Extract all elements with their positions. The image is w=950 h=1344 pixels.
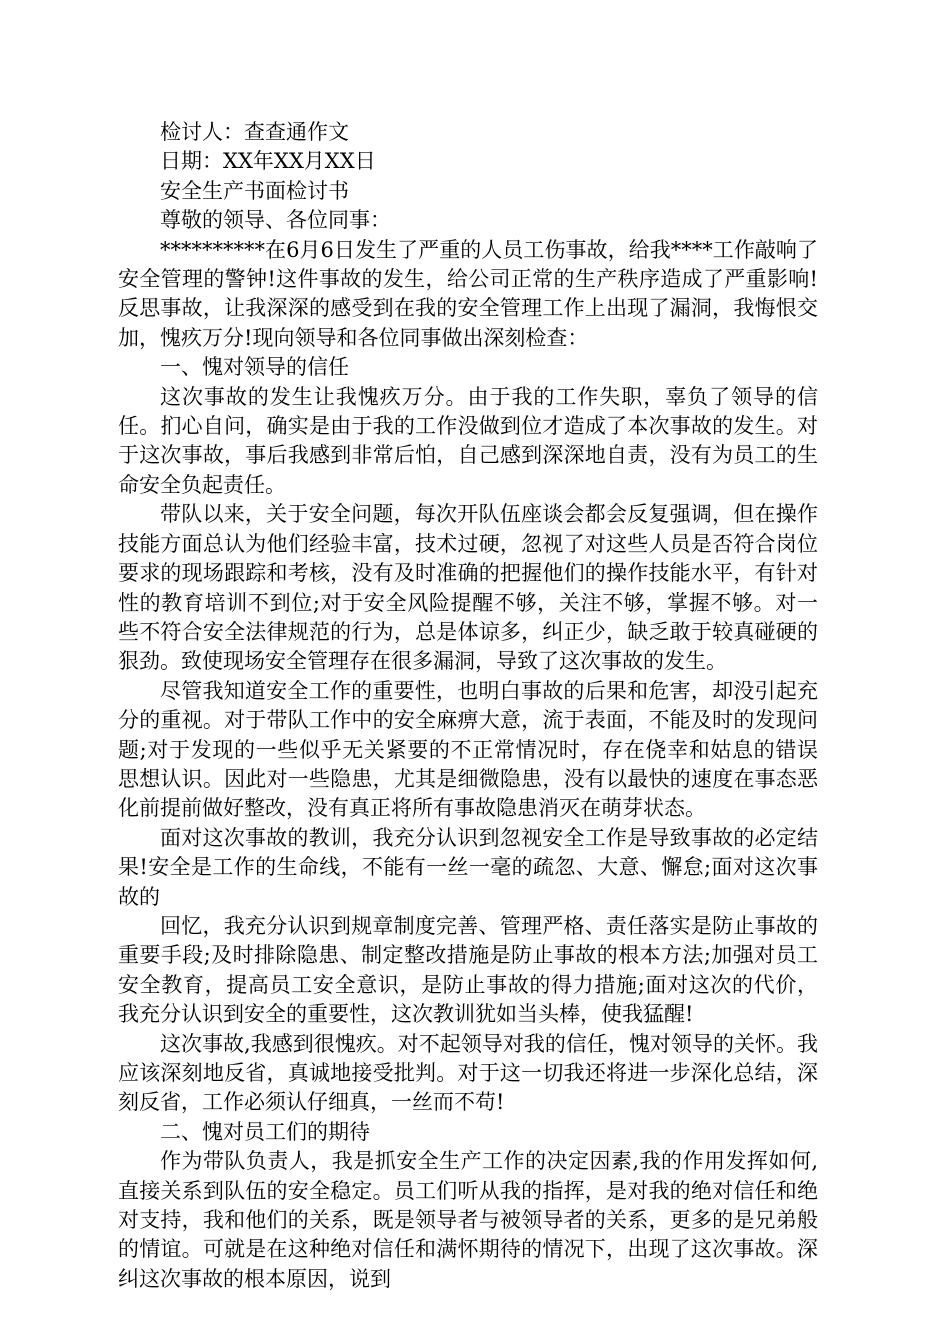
date-line: 日期：XX年XX月XX日	[160, 149, 376, 174]
paragraph: 回忆，我充分认识到规章制度完善、管理严格、责任落实是防止事故的重要手段;及时排除隐患、制定整改措施是防止事故的根本方法;加强对员工安全教育，提高员工安全意识，是防止事故的得力措施;面对这次的代价，我充分认识到安全的重要性，这次教训犹如当头棒，使我猛醒!	[118, 913, 818, 1027]
paragraph: 这次事故,我感到很愧疚。对不起领导对我的信任，愧对领导的关怀。我应该深刻地反省，真诚地接受批判。对于这一切我还将进一步深化总结，深刻反省，工作必须认仔细真，一丝而不苟!	[118, 1031, 818, 1115]
author-line: 检讨人：查查通作文	[160, 120, 349, 144]
salutation: 尊敬的领导、各位同事：	[160, 208, 391, 233]
paragraph: 作为带队负责人，我是抓安全生产工作的决定因素,我的作用发挥如何,直接关系到队伍的安全稳定。员工们听从我的指挥，是对我的绝对信任和绝对支持，我和他们的关系，既是领导者与被领导者的关系，更多的是兄弟般的情谊。可就是在这种绝对信任和满怀期待的情况下，出现了这次事故。深纠这次事故的根本原因，说到	[118, 1149, 818, 1291]
paragraph: 尽管我知道安全工作的重要性，也明白事故的后果和危害，却没引起充分的重视。对于带队工作中的安全麻痹大意，流于表面，不能及时的发现问题;对于发现的一些似乎无关紧要的不正常情况时，存在侥幸和姑息的错误思想认识。因此对一些隐患，尤其是细微隐患，没有以最快的速度在事态恶化前提前做好整改，没有真正将所有事故隐患消灭在萌芽状态。	[118, 678, 818, 821]
document-title: 安全生产书面检讨书	[160, 178, 349, 203]
document-body	[118, 118, 818, 1294]
section-heading-1: 一、愧对领导的信任	[160, 355, 349, 380]
section-heading-2: 二、愧对员工们的期待	[160, 1119, 370, 1144]
paragraph-intro: **********在6月6日发生了严重的人员工伤事故，给我****工作敲响了安全管理的警钟!这件事故的发生，给公司正常的生产秩序造成了严重影响!反思事故，让我深深的感受到在我的安全管理工作上出现了漏洞，我悔恨交加，愧疚万分!现向领导和各位同事做出深刻检查：	[118, 237, 818, 350]
paragraph: 带队以来，关于安全问题，每次开队伍座谈会都会反复强调，但在操作技能方面总认为他们经验丰富，技术过硬，忽视了对这些人员是否符合岗位要求的现场跟踪和考核，没有及时准确的把握他们的操作技能水平，有针对性的教育培训不到位;对于安全风险提醒不够，关注不够，掌握不够。对一些不符合安全法律规范的行为，总是体谅多，纠正少，缺乏敢于较真碰硬的狠劲。致使现场安全管理存在很多漏洞，导致了这次事故的发生。	[118, 502, 818, 674]
paragraph: 面对这次事故的教训，我充分认识到忽视安全工作是导致事故的必定结果!安全是工作的生命线，不能有一丝一毫的疏忽、大意、懈怠;面对这次事故的	[118, 825, 818, 909]
paragraph: 这次事故的发生让我愧疚万分。由于我的工作失职，辜负了领导的信任。扪心自问，确实是由于我的工作没做到位才造成了本次事故的发生。对于这次事故，事后我感到非常后怕，自己感到深深地自责，没有为员工的生命安全负起责任。	[118, 384, 818, 497]
